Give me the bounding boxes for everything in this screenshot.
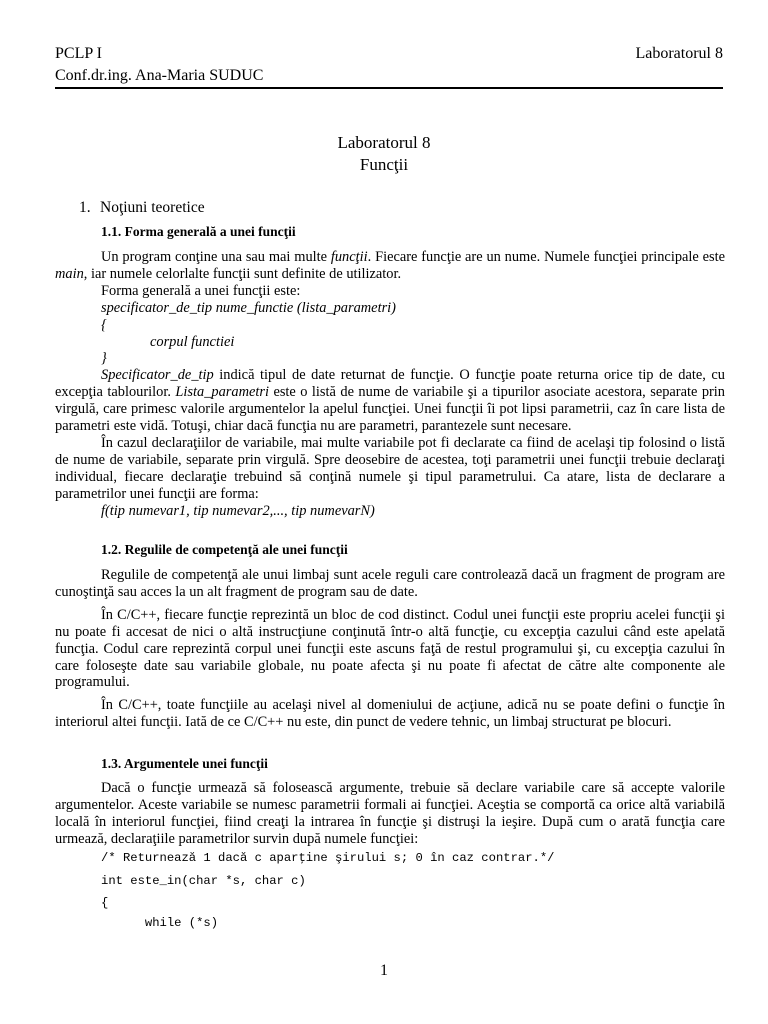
section-number: 1.: [79, 199, 91, 216]
paragraph: În C/C++, fiecare funcţie reprezintă un bloc de cod distinct. Codul unei funcţii este propriu acelei funcţii şi nu poate fi accesat de nici o altă instrucţiune conţinută într-o altă funcţie, cu excepţia cazului când este apelată funcţia. Codul care reprezintă corpul unei funcţii este ascuns faţă de restul programului şi, cu excepţia cazului în care foloseşte date sau variabile globale, nu poate afecta şi nu poate fi afectat de către alte componente ale programului.: [55, 606, 725, 691]
subsection-heading-1-2: 1.2. Regulile de competenţă ale unei funcţii: [101, 542, 348, 557]
paragraph: În cazul declaraţiilor de variabile, mai multe variabile pot fi declarate ca fiind de acelaşi tip folosind o listă de nume de variabile, separate prin virgulă. Spre deosebire de acestea, toţi parametrii unei funcţii trebuie declaraţi individual, fiecare declaraţie trebuind să conţină numele şi tipul parametrului. Ca atare, lista de declarare a parametrilor unei funcţii are forma:: [55, 434, 725, 502]
paragraph: Regulile de competenţă ale unui limbaj sunt acele reguli care controlează dacă un fragment de program are cunoştinţă sau acces la un alt fragment de program sau de date.: [55, 567, 725, 600]
course-name: PCLP I: [55, 45, 102, 62]
author-line: [55, 66, 723, 86]
code-comment-line: /* Returnează 1 dacă c aparţine şirului s; 0 în caz contrar.*/: [101, 851, 555, 865]
page-number: 1: [380, 962, 388, 979]
paragraph: În C/C++, toate funcţiile au acelaşi nivel al domeniului de acţiune, adică nu se poate defini o funcţie în interiorul altei funcţii. Iată de ce C/C++ nu este, din punct de vedere tehnic, un limbaj structurat pe blocuri.: [55, 697, 725, 731]
doc-subtitle: Funcţii: [359, 155, 409, 174]
subsection-heading-1-1: 1.1. Forma generală a unei funcţii: [101, 224, 296, 239]
paragraph: Specificator_de_tip indică tipul de date returnat de funcţie. O funcţie poate returna orice tip de date, cu excepţia tablourilor. Lista_parametri este o listă de nume de variabile şi a tipurilor asociate acestora, separate prin virgulă, care primesc valorile argumentelor la apelul funcţiei. Unei funcţii îi pot lipsi parametrii, caz în care lista de parametri este vidă. Totuşi, chiar dacă funcţia nu are parametri, parantezele sunt necesare.: [55, 367, 726, 435]
syntax-line: }: [101, 350, 107, 367]
section-1-3-body: [55, 780, 725, 848]
syntax-line: {: [101, 316, 107, 333]
code-line: int este_in(char *s, char c): [101, 874, 306, 888]
author-name: Conf.dr.ing. Ana-Maria SUDUC: [55, 67, 264, 84]
syntax-line: corpul functiei: [150, 333, 235, 350]
paragraph: Forma generală a unei funcţii este:: [101, 282, 301, 299]
header-lab-number: Laboratorul 8: [635, 45, 723, 62]
paragraph: Dacă o funcţie urmează să folosească argumente, trebuie să declare variabile care să accepte valorile argumentelor. Aceste variabile se numesc parametrii formali ai funcţiei. Aceştia se comportă ca orice altă variabilă locală în interiorul funcţiei, fiind creaţi la intrarea în funcţie şi distruşi la ieşire. După cum o arată funcţia care urmează, declaraţiile parametrilor survin după numele funcţiei:: [55, 780, 725, 847]
subsection-heading-1-3: 1.3. Argumentele unei funcţii: [101, 756, 268, 771]
syntax-line: specificator_de_tip nume_functie (lista_parametri): [101, 299, 396, 316]
section-heading-1: [79, 199, 205, 217]
syntax-line: f(tip numevar1, tip numevar2,..., tip numevarN): [101, 502, 375, 519]
code-line: while (*s): [101, 916, 219, 930]
section-title: Noţiuni teoretice: [100, 199, 205, 216]
header-divider: [55, 87, 723, 89]
section-1-1-body: [55, 249, 725, 520]
section-1-2-body: [55, 567, 725, 731]
page-header: [55, 44, 723, 64]
code-line: {: [101, 896, 109, 910]
doc-title: Laboratorul 8: [337, 133, 431, 152]
paragraph: Un program conţine una sau mai multe funcţii. Fiecare funcţie are un nume. Numele funcţiei principale este main, iar numele celorlalte funcţii sunt definite de utilizator.: [55, 249, 725, 282]
